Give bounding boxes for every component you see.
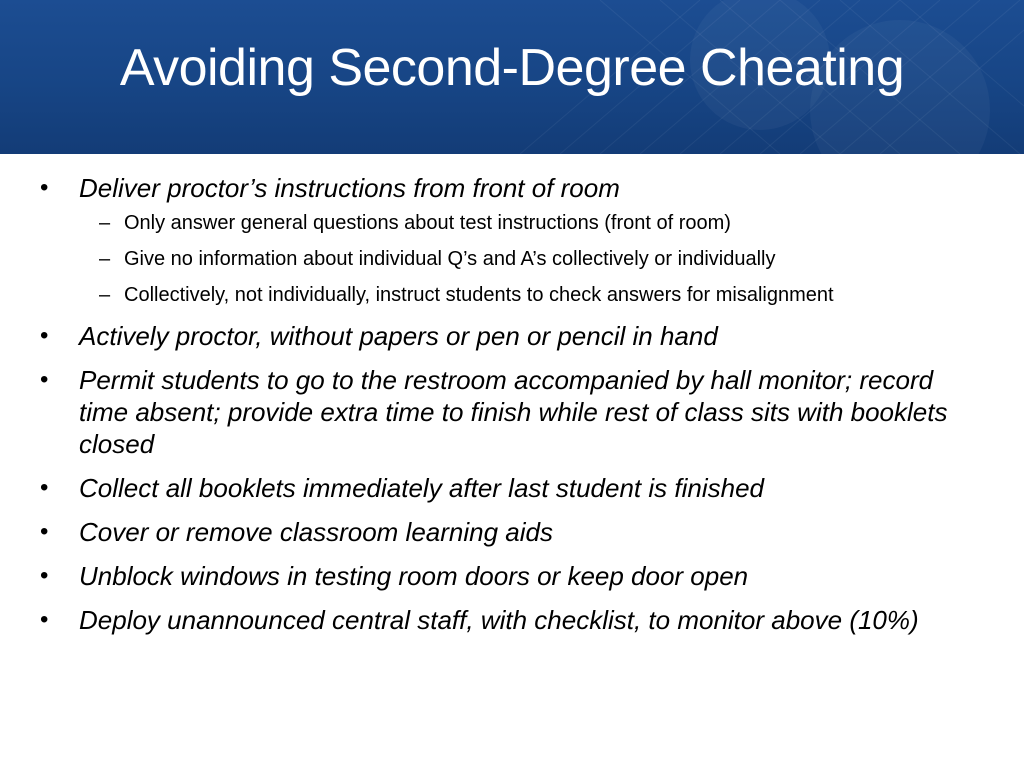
bullet-item [0, 472, 1024, 504]
bullet-item [0, 516, 1024, 548]
sub-bullet-item [0, 210, 984, 236]
bullet-text: Actively proctor, without papers or pen or pencil in hand [79, 321, 718, 351]
slide-title: Avoiding Second-Degree Cheating [119, 39, 905, 97]
bullet-item [0, 364, 1024, 460]
bullet-item [0, 604, 1024, 636]
bullet-icon: • [40, 322, 49, 349]
slide-body [0, 172, 1024, 648]
dash-icon: – [99, 284, 111, 306]
bullet-text: Cover or remove classroom learning aids [79, 517, 553, 547]
bullet-text: Collect all booklets immediately after last student is finished [79, 473, 764, 503]
bullet-text: Permit students to go to the restroom accompanied by hall monitor; record time absent; provide extra time to finish while rest of class sits with booklets closed [79, 365, 948, 459]
bullet-list [0, 172, 1024, 636]
bullet-icon: • [40, 562, 49, 589]
sub-bullet-item [0, 282, 984, 308]
sub-bullet-text: Collectively, not individually, instruct students to check answers for misalignment [124, 284, 834, 306]
bullet-icon: • [40, 366, 49, 393]
dash-icon: – [99, 212, 111, 234]
title-bar [0, 0, 1024, 154]
bullet-item [0, 560, 1024, 592]
sub-bullet-text: Give no information about individual Q’s and A’s collectively or individually [124, 248, 776, 270]
bullet-text: Unblock windows in testing room doors or keep door open [79, 561, 749, 591]
sub-bullet-text: Only answer general questions about test instructions (front of room) [124, 212, 731, 234]
bullet-icon: • [40, 474, 49, 501]
sub-bullet-item [0, 246, 984, 272]
sub-bullet-list [79, 210, 984, 308]
bullet-icon: • [40, 606, 49, 633]
bullet-icon: • [40, 174, 49, 201]
bullet-text: Deploy unannounced central staff, with checklist, to monitor above (10%) [79, 605, 919, 635]
bullet-item [0, 172, 1024, 308]
bullet-icon: • [40, 518, 49, 545]
bullet-text: Deliver proctor’s instructions from front of room [79, 173, 620, 203]
dash-icon: – [99, 248, 111, 270]
bullet-item [0, 320, 1024, 352]
